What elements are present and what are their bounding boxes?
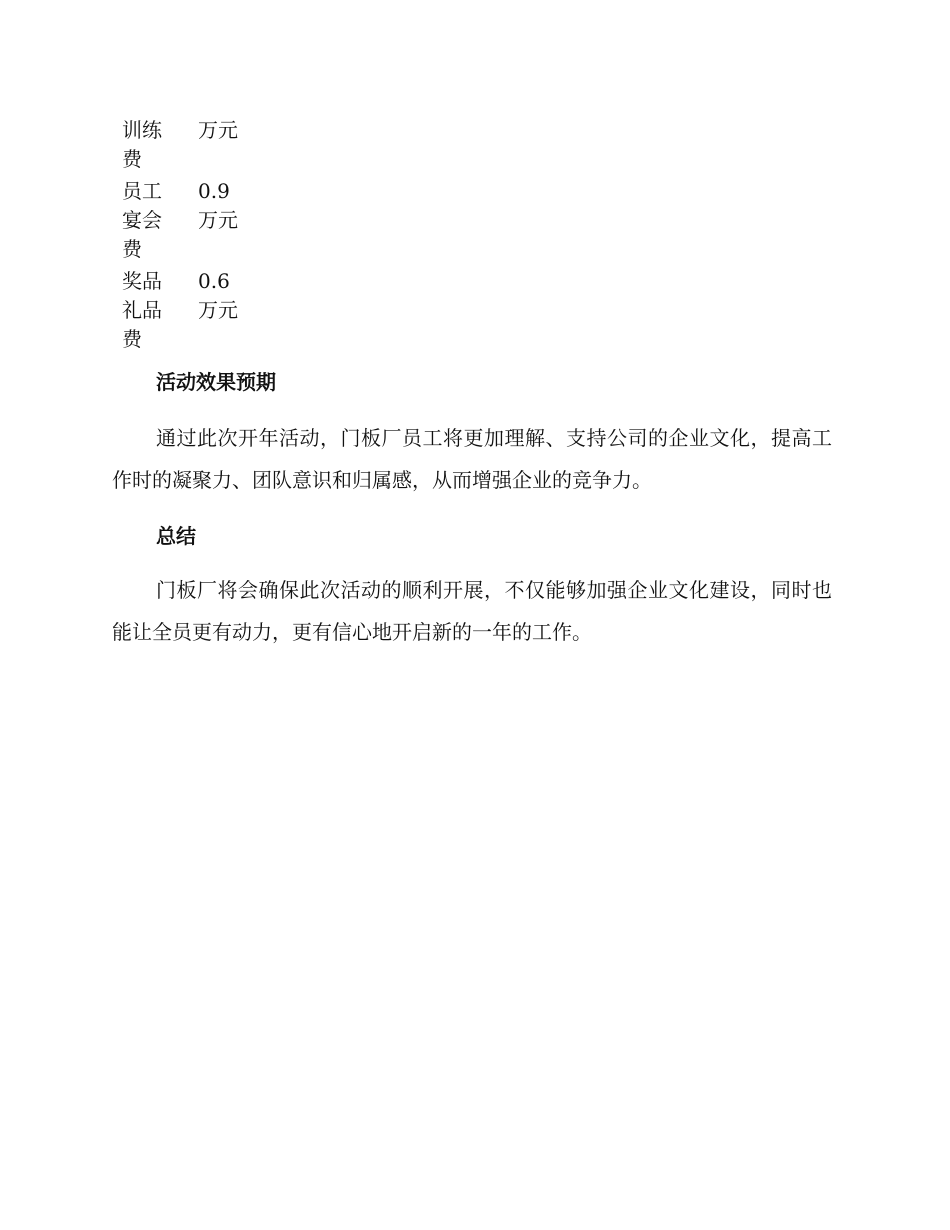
table-row xyxy=(122,116,246,174)
budget-amount xyxy=(198,116,246,174)
budget-amount-unit: 万元 xyxy=(198,208,238,232)
budget-item: 训练费 xyxy=(122,118,162,171)
table-row xyxy=(122,174,246,264)
budget-item: 奖品礼品费 xyxy=(122,269,162,351)
effect-paragraph: 通过此次开年活动，门板厂员工将更加理解、支持公司的企业文化，提高工作时的凝聚力、团队意识和归属感，从而增强企业的竞争力。 xyxy=(112,426,832,492)
table-row xyxy=(122,264,246,354)
budget-table xyxy=(122,116,246,354)
budget-amount xyxy=(198,174,246,264)
budget-amount-unit: 万元 xyxy=(198,118,238,142)
budget-amount-number: 0.9 xyxy=(198,179,230,203)
effect-heading: 活动效果预期 xyxy=(156,370,276,394)
budget-amount-unit: 万元 xyxy=(198,298,238,322)
summary-paragraph: 门板厂将会确保此次活动的顺利开展，不仅能够加强企业文化建设，同时也能让全员更有动力，更有信心地开启新的一年的工作。 xyxy=(112,578,832,644)
summary-heading: 总结 xyxy=(156,524,196,548)
budget-item: 员工宴会费 xyxy=(122,179,162,261)
budget-amount xyxy=(198,264,246,354)
budget-amount-number: 0.6 xyxy=(198,269,230,293)
